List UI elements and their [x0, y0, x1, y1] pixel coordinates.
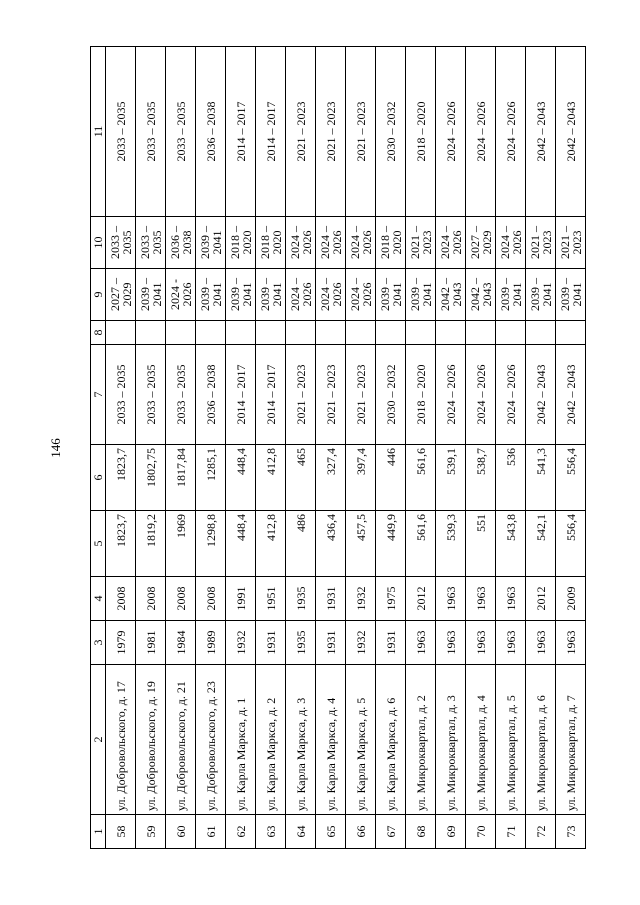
- cell-address: ул. Добровольского, д. 17: [106, 665, 136, 815]
- cell-col-3: 1931: [316, 621, 346, 665]
- cell-col-6: 536: [496, 445, 526, 511]
- cell-col-8: [526, 321, 556, 345]
- cell-col-9-line-2: 2041: [269, 282, 284, 307]
- cell-col-10-line-2: 2023: [539, 230, 554, 255]
- cell-col-9-line-1: 2039 –: [377, 278, 392, 311]
- cell-col-3: 1979: [106, 621, 136, 665]
- cell-col-4: 1991: [226, 577, 256, 621]
- cell-col-10-line-2: 2020: [239, 230, 254, 255]
- cell-col-10-line-1: 2018 –: [257, 226, 272, 259]
- cell-col-10-line-2: 2038: [179, 230, 194, 255]
- cell-col-3: 1963: [496, 621, 526, 665]
- cell-col-5: 551: [466, 511, 496, 577]
- cell-col-10-line-1: 2033 –: [137, 226, 152, 259]
- cell-col-9: [316, 269, 346, 321]
- cell-col-9-line-2: 2041: [569, 282, 584, 307]
- cell-col-9: [256, 269, 286, 321]
- cell-col-10-line-2: 2020: [269, 230, 284, 255]
- cell-col-5: 556,4: [556, 511, 586, 577]
- cell-col-7: 2021 – 2023: [346, 345, 376, 445]
- cell-col-11: 2014 – 2017: [256, 47, 286, 217]
- cell-col-7: 2033 – 2035: [166, 345, 196, 445]
- cell-row-number: 73: [556, 815, 586, 849]
- cell-col-10-line-1: 2024 –: [437, 226, 452, 259]
- cell-address: ул. Добровольского, д. 19: [136, 665, 166, 815]
- cell-address: ул. Микроквартал, д. 6: [526, 665, 556, 815]
- cell-col-10: [316, 217, 346, 269]
- cell-col-5: 543,8: [496, 511, 526, 577]
- cell-col-10-line-1: 2018 –: [227, 226, 242, 259]
- cell-col-6: 1817,84: [166, 445, 196, 511]
- col-header-4: 4: [91, 577, 106, 621]
- cell-col-6: 541,3: [526, 445, 556, 511]
- table-row: [316, 47, 346, 849]
- cell-col-9-line-2: 2041: [239, 282, 254, 307]
- cell-col-11: 2033 – 2035: [166, 47, 196, 217]
- cell-col-10-line-2: 2026: [329, 230, 344, 255]
- cell-col-4: 1932: [346, 577, 376, 621]
- cell-col-6: 538,7: [466, 445, 496, 511]
- cell-col-6: 556,4: [556, 445, 586, 511]
- cell-col-9-line-2: 2026: [179, 282, 194, 307]
- cell-row-number: 68: [406, 815, 436, 849]
- cell-col-8: [136, 321, 166, 345]
- cell-col-4: 1951: [256, 577, 286, 621]
- cell-col-8: [286, 321, 316, 345]
- cell-col-10-line-1: 2033 –: [107, 226, 122, 259]
- cell-address: ул. Добровольского, д. 23: [196, 665, 226, 815]
- cell-col-3: 1935: [286, 621, 316, 665]
- cell-col-9-line-1: 2042 –: [437, 278, 452, 311]
- cell-col-9: [166, 269, 196, 321]
- cell-row-number: 59: [136, 815, 166, 849]
- cell-col-10: [496, 217, 526, 269]
- cell-row-number: 71: [496, 815, 526, 849]
- col-header-8: 8: [91, 321, 106, 345]
- cell-col-9-line-1: 2039 –: [527, 278, 542, 311]
- cell-col-9-line-2: 2041: [509, 282, 524, 307]
- cell-col-11: 2033 – 2035: [106, 47, 136, 217]
- cell-col-10: [346, 217, 376, 269]
- cell-col-9: [196, 269, 226, 321]
- cell-col-8: [226, 321, 256, 345]
- cell-col-4: 1975: [376, 577, 406, 621]
- cell-col-6: 1802,75: [136, 445, 166, 511]
- table-row: [256, 47, 286, 849]
- cell-col-11: 2036 – 2038: [196, 47, 226, 217]
- cell-col-10: [556, 217, 586, 269]
- cell-col-4: 2012: [406, 577, 436, 621]
- cell-col-3: 1963: [526, 621, 556, 665]
- cell-col-3: 1932: [346, 621, 376, 665]
- cell-col-11: 2030 – 2032: [376, 47, 406, 217]
- cell-col-5: 436,4: [316, 511, 346, 577]
- cell-row-number: 65: [316, 815, 346, 849]
- cell-col-9-line-2: 2029: [119, 282, 134, 307]
- cell-col-3: 1963: [436, 621, 466, 665]
- cell-col-3: 1984: [166, 621, 196, 665]
- cell-col-4: 1935: [286, 577, 316, 621]
- cell-col-11: 2024 – 2026: [496, 47, 526, 217]
- cell-col-10: [106, 217, 136, 269]
- col-header-1: 1: [91, 815, 106, 849]
- col-header-5: 5: [91, 511, 106, 577]
- cell-col-10-line-1: 2036 –: [167, 226, 182, 259]
- cell-col-4: 2012: [526, 577, 556, 621]
- cell-col-8: [406, 321, 436, 345]
- cell-col-10: [166, 217, 196, 269]
- cell-row-number: 67: [376, 815, 406, 849]
- cell-col-4: 1963: [436, 577, 466, 621]
- cell-col-10-line-2: 2026: [359, 230, 374, 255]
- cell-col-9-line-2: 2043: [449, 282, 464, 307]
- cell-col-5: 449,9: [376, 511, 406, 577]
- cell-col-10: [226, 217, 256, 269]
- table-row: [406, 47, 436, 849]
- cell-col-9-line-2: 2043: [479, 282, 494, 307]
- table-row: [556, 47, 586, 849]
- col-header-11: 11: [91, 47, 106, 217]
- cell-col-10-line-2: 2026: [509, 230, 524, 255]
- cell-col-9-line-1: 2039 –: [497, 278, 512, 311]
- cell-col-9: [226, 269, 256, 321]
- cell-col-9-line-2: 2041: [419, 282, 434, 307]
- cell-col-10-line-1: 2018 –: [377, 226, 392, 259]
- cell-col-7: 2036 – 2038: [196, 345, 226, 445]
- cell-col-9-line-1: 2039 –: [557, 278, 572, 311]
- cell-col-4: 2009: [556, 577, 586, 621]
- cell-col-9-line-1: 2027 –: [107, 278, 122, 311]
- cell-col-8: [436, 321, 466, 345]
- cell-col-8: [496, 321, 526, 345]
- table-row: [106, 47, 136, 849]
- cell-col-10: [196, 217, 226, 269]
- cell-col-3: 1981: [136, 621, 166, 665]
- cell-col-10: [256, 217, 286, 269]
- cell-col-9-line-2: 2041: [539, 282, 554, 307]
- cell-col-7: 2042 – 2043: [526, 345, 556, 445]
- cell-address: ул. Микроквартал, д. 4: [466, 665, 496, 815]
- cell-col-8: [196, 321, 226, 345]
- cell-col-9: [346, 269, 376, 321]
- table-row: [466, 47, 496, 849]
- cell-col-9: [136, 269, 166, 321]
- cell-col-5: 1298,8: [196, 511, 226, 577]
- cell-col-6: 1823,7: [106, 445, 136, 511]
- cell-col-10-line-1: 2027 –: [467, 226, 482, 259]
- cell-col-9-line-1: 2039 –: [137, 278, 152, 311]
- cell-col-9-line-2: 2041: [149, 282, 164, 307]
- cell-col-9-line-1: 2024 -: [167, 279, 182, 310]
- table-row: [196, 47, 226, 849]
- cell-col-3: 1963: [466, 621, 496, 665]
- cell-col-8: [556, 321, 586, 345]
- cell-col-7: 2033 – 2035: [136, 345, 166, 445]
- header-row: [91, 47, 106, 849]
- cell-row-number: 64: [286, 815, 316, 849]
- cell-col-7: 2033 – 2035: [106, 345, 136, 445]
- cell-col-11: 2021 – 2023: [346, 47, 376, 217]
- cell-col-10-line-2: 2035: [119, 230, 134, 255]
- cell-col-10-line-2: 2029: [479, 230, 494, 255]
- cell-col-7: 2021 – 2023: [316, 345, 346, 445]
- cell-col-6: 1285,1: [196, 445, 226, 511]
- col-header-6: 6: [91, 445, 106, 511]
- cell-address: ул. Карла Маркса, д. 4: [316, 665, 346, 815]
- cell-col-9-line-1: 2024 –: [347, 278, 362, 311]
- cell-address: ул. Карла Маркса, д. 6: [376, 665, 406, 815]
- cell-col-5: 448,4: [226, 511, 256, 577]
- cell-col-3: 1931: [256, 621, 286, 665]
- cell-col-10-line-2: 2023: [569, 230, 584, 255]
- cell-col-9-line-1: 2039 –: [407, 278, 422, 311]
- cell-address: ул. Карла Маркса, д. 3: [286, 665, 316, 815]
- cell-address: ул. Микроквартал, д. 5: [496, 665, 526, 815]
- col-header-7: 7: [91, 345, 106, 445]
- cell-col-4: 1931: [316, 577, 346, 621]
- cell-col-10-line-1: 2021 –: [527, 226, 542, 259]
- cell-col-6: 412,8: [256, 445, 286, 511]
- col-header-2: 2: [91, 665, 106, 815]
- cell-col-7: 2021 – 2023: [286, 345, 316, 445]
- cell-col-4: 2008: [106, 577, 136, 621]
- cell-col-5: 539,3: [436, 511, 466, 577]
- table-row: [346, 47, 376, 849]
- cell-col-10-line-2: 2020: [389, 230, 404, 255]
- table-row: [226, 47, 256, 849]
- table-row: [286, 47, 316, 849]
- cell-col-7: 2024 – 2026: [466, 345, 496, 445]
- cell-address: ул. Микроквартал, д. 7: [556, 665, 586, 815]
- cell-row-number: 58: [106, 815, 136, 849]
- cell-col-7: 2014 – 2017: [256, 345, 286, 445]
- cell-col-11: 2021 – 2023: [286, 47, 316, 217]
- cell-row-number: 62: [226, 815, 256, 849]
- cell-col-11: 2033 – 2035: [136, 47, 166, 217]
- cell-col-10: [406, 217, 436, 269]
- cell-col-11: 2018 – 2020: [406, 47, 436, 217]
- cell-col-9: [466, 269, 496, 321]
- cell-col-9-line-2: 2026: [329, 282, 344, 307]
- cell-col-6: 561,6: [406, 445, 436, 511]
- cell-row-number: 66: [346, 815, 376, 849]
- cell-address: ул. Карла Маркса, д. 1: [226, 665, 256, 815]
- cell-row-number: 63: [256, 815, 286, 849]
- cell-address: ул. Микроквартал, д. 2: [406, 665, 436, 815]
- cell-col-9-line-1: 2042 –: [467, 278, 482, 311]
- cell-col-5: 486: [286, 511, 316, 577]
- cell-row-number: 61: [196, 815, 226, 849]
- cell-col-4: 2008: [136, 577, 166, 621]
- cell-col-10: [286, 217, 316, 269]
- col-header-3: 3: [91, 621, 106, 665]
- cell-col-9-line-1: 2039 –: [197, 278, 212, 311]
- cell-col-10-line-2: 2041: [209, 230, 224, 255]
- cell-col-6: 465: [286, 445, 316, 511]
- cell-col-4: 1963: [496, 577, 526, 621]
- cell-col-9: [406, 269, 436, 321]
- table-row: [166, 47, 196, 849]
- cell-col-9: [496, 269, 526, 321]
- cell-col-3: 1963: [556, 621, 586, 665]
- cell-col-3: 1963: [406, 621, 436, 665]
- cell-col-6: 446: [376, 445, 406, 511]
- cell-col-5: 412,8: [256, 511, 286, 577]
- cell-col-10: [136, 217, 166, 269]
- cell-col-5: 1819,2: [136, 511, 166, 577]
- cell-row-number: 70: [466, 815, 496, 849]
- cell-col-10-line-1: 2039 –: [197, 226, 212, 259]
- cell-col-9: [286, 269, 316, 321]
- rotated-table-container: [90, 47, 584, 849]
- cell-col-5: 1969: [166, 511, 196, 577]
- cell-col-10: [436, 217, 466, 269]
- cell-col-9-line-2: 2026: [299, 282, 314, 307]
- cell-col-11: 2014 – 2017: [226, 47, 256, 217]
- cell-col-5: 561,6: [406, 511, 436, 577]
- cell-col-10: [526, 217, 556, 269]
- table-row: [376, 47, 406, 849]
- cell-col-10-line-1: 2021 –: [407, 226, 422, 259]
- cell-col-11: 2042 – 2043: [556, 47, 586, 217]
- cell-col-9-line-2: 2041: [389, 282, 404, 307]
- cell-col-9-line-1: 2024 –: [317, 278, 332, 311]
- cell-col-3: 1989: [196, 621, 226, 665]
- cell-col-9: [526, 269, 556, 321]
- cell-col-3: 1932: [226, 621, 256, 665]
- cell-address: ул. Карла Маркса, д. 2: [256, 665, 286, 815]
- cell-col-4: 2008: [166, 577, 196, 621]
- col-header-10: 10: [91, 217, 106, 269]
- cell-row-number: 60: [166, 815, 196, 849]
- cell-col-7: 2014 – 2017: [226, 345, 256, 445]
- cell-col-11: 2024 – 2026: [436, 47, 466, 217]
- cell-col-10: [376, 217, 406, 269]
- table-row: [136, 47, 166, 849]
- cell-col-5: 1823,7: [106, 511, 136, 577]
- table-row: [436, 47, 466, 849]
- cell-col-8: [166, 321, 196, 345]
- cell-col-7: 2024 – 2026: [496, 345, 526, 445]
- cell-col-6: 397,4: [346, 445, 376, 511]
- cell-col-6: 448,4: [226, 445, 256, 511]
- cell-col-6: 539,1: [436, 445, 466, 511]
- cell-col-10-line-2: 2035: [149, 230, 164, 255]
- cell-col-9-line-2: 2026: [359, 282, 374, 307]
- cell-col-10-line-1: 2024 –: [497, 226, 512, 259]
- cell-col-5: 457,5: [346, 511, 376, 577]
- page-number: 146: [48, 438, 63, 458]
- cell-col-8: [256, 321, 286, 345]
- cell-col-3: 1931: [376, 621, 406, 665]
- cell-address: ул. Микроквартал, д. 3: [436, 665, 466, 815]
- cell-col-11: 2024 – 2026: [466, 47, 496, 217]
- cell-col-7: 2042 – 2043: [556, 345, 586, 445]
- cell-col-9-line-1: 2024 –: [287, 278, 302, 311]
- cell-address: ул. Карла Маркса, д. 5: [346, 665, 376, 815]
- cell-col-10-line-1: 2021 –: [557, 226, 572, 259]
- table-row: [496, 47, 526, 849]
- cell-col-10: [466, 217, 496, 269]
- cell-col-9: [436, 269, 466, 321]
- table-row: [526, 47, 556, 849]
- cell-row-number: 69: [436, 815, 466, 849]
- cell-col-9-line-1: 2039 –: [257, 278, 272, 311]
- cell-col-8: [316, 321, 346, 345]
- cell-col-11: 2042 – 2043: [526, 47, 556, 217]
- cell-row-number: 72: [526, 815, 556, 849]
- cell-col-6: 327,4: [316, 445, 346, 511]
- cell-col-7: 2018 – 2020: [406, 345, 436, 445]
- cell-col-7: 2024 – 2026: [436, 345, 466, 445]
- housing-repair-schedule-table: [90, 46, 586, 849]
- cell-col-4: 2008: [196, 577, 226, 621]
- cell-col-9-line-1: 2039 –: [227, 278, 242, 311]
- cell-col-8: [346, 321, 376, 345]
- cell-col-9: [376, 269, 406, 321]
- cell-col-8: [106, 321, 136, 345]
- cell-col-10-line-1: 2024 –: [347, 226, 362, 259]
- cell-address: ул. Добровольского, д. 21: [166, 665, 196, 815]
- cell-col-9: [556, 269, 586, 321]
- col-header-9: 9: [91, 269, 106, 321]
- cell-col-5: 542,1: [526, 511, 556, 577]
- cell-col-7: 2030 – 2032: [376, 345, 406, 445]
- cell-col-8: [466, 321, 496, 345]
- cell-col-9-line-2: 2041: [209, 282, 224, 307]
- cell-col-10-line-2: 2026: [299, 230, 314, 255]
- table-body: [106, 47, 586, 849]
- cell-col-10-line-1: 2024 –: [317, 226, 332, 259]
- cell-col-10-line-2: 2023: [419, 230, 434, 255]
- cell-col-9: [106, 269, 136, 321]
- cell-col-11: 2021 – 2023: [316, 47, 346, 217]
- cell-col-8: [376, 321, 406, 345]
- cell-col-10-line-1: 2024 –: [287, 226, 302, 259]
- cell-col-10-line-2: 2026: [449, 230, 464, 255]
- cell-col-4: 1963: [466, 577, 496, 621]
